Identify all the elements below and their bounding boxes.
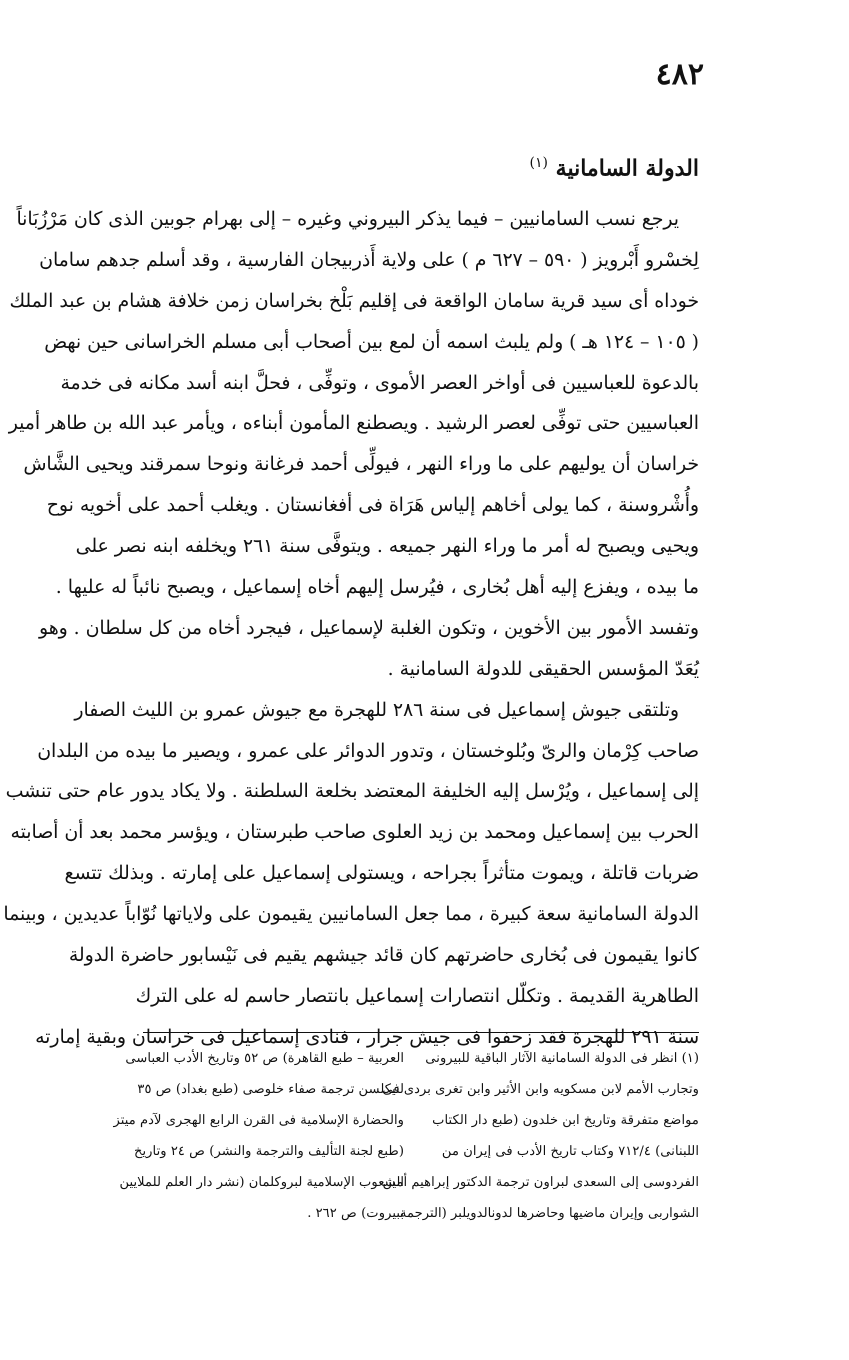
body-line: ( ١٠٥ – ١٢٤ هـ ) ولم يلبث اسمه أن لمع بين أصحاب أبى مسلم الخراسانى حين نهض (44, 331, 699, 353)
body-line: وأُشْروسنة ، كما يولى أخاهم إلياس هَرَاة فى أفغانستان . ويغلب أحمد على أخويه نوح (46, 495, 699, 517)
body-line: الدولة السامانية سعة كبيرة ، مما جعل السامانيين يقيمون على ولاياتها نُوّاباً عديدين ، وبينما (3, 904, 699, 926)
footnote-line: مواضع متفرقة وتاريخ ابن خلدون (طبع دار الكتاب (432, 1113, 699, 1128)
body-line: العباسيين حتى توفِّى لعصر الرشيد . ويصطنع المأمون أبناءه ، ويأمر عبد الله بن طاهر أمير (8, 413, 699, 435)
body-line: يرجع نسب السامانيين – فيما يذكر البيروني وغيره – إلى بهرام جوبين الذى كان مَرْزُبَاناً (16, 209, 679, 230)
body-line: وتلتقى جيوش إسماعيل فى سنة ٢٨٦ للهجرة مع جيوش عمرو بن الليث الصفار (74, 699, 679, 721)
footnote-line: اللبنانى) ٧١٢/٤ وكتاب تاريخ الأدب فى إيران من (441, 1144, 699, 1159)
footnote-line: لنيكلسن ترجمة صفاء خلوصى (طبع بغداد) ص ٣٥ (137, 1082, 404, 1097)
body-line: يُعَدّ المؤسس الحقيقى للدولة السامانية . (387, 658, 699, 680)
body-line: إلى إسماعيل ، ويُرْسل إليه الخليفة المعتضد بخلعة السلطنة . ولا يكاد يدور عام حتى تنشب (5, 781, 699, 803)
footnote-line: الشواربى وإيران ماضيها وحاضرها لدونالدويلبر (الترجمة (399, 1206, 699, 1221)
body-line: ما بيده ، ويفزع إليه أهل بُخارى ، فيُرسل إليهم أخاه إسماعيل ، ويصبح نائباً له عليها . (55, 577, 699, 599)
footnote-column-left (113, 1043, 404, 1229)
body-line: خراسان أن يوليهم على ما وراء النهر ، فيولِّى أحمد فرغانة ونوحا سمرقند ويحيى الشَّاش (23, 454, 699, 476)
body-line: الطاهرية القديمة . وتكلّل انتصارات إسماعيل بانتصار حاسم له على الترك (135, 985, 699, 1007)
body-line: بالدعوة للعباسيين فى أواخر العصر الأموى ، وتوفِّى ، فحلَّ ابنه أسد مكانه فى خدمة (60, 372, 699, 394)
footnote-line: العربية – طبع القاهرة) ص ٥٢ وتاريخ الأدب العباسى (125, 1051, 404, 1066)
body-line: لِخسْرو أَبْرويز ( ٥٩٠ – ٦٢٧ م ) على ولاية أَذربيجان الفارسية ، وقد أسلم جدهم سامان (39, 249, 699, 271)
page-number: ٤٨٢ (655, 57, 704, 92)
footnote-marker: (١) (529, 155, 548, 171)
body-line: ويحيى ويصبح له أمر ما وراء النهر جميعه . ويتوفَّى سنة ٢٦١ ويخلفه ابنه نصر على (75, 536, 699, 558)
footnote-line: (طبع لجنة التأليف والترجمة والنشر) ص ٢٤ وتاريخ (134, 1144, 404, 1159)
footnote-divider (143, 1032, 699, 1033)
body-line: صاحب كِرْمان والرىّ وبُلوخستان ، وتدور الدوائر على عمرو ، ويصير ما بيده من البلدان (37, 740, 699, 762)
footnote-line: والحضارة الإسلامية فى القرن الرابع الهجرى لآدم ميتز (113, 1113, 404, 1128)
body-line: الحرب بين إسماعيل ومحمد بن زيد العلوى صاحب طبرستان ، ويؤسر محمد بعد أن أصابته (10, 822, 699, 844)
section-title: الدولة السامانية (555, 155, 699, 182)
footnote-line: (١) انظر فى الدولة السامانية الآثار الباقية للبيرونى (425, 1051, 699, 1066)
footnote-line: الفردوسى إلى السعدى لبراون ترجمة الدكتور إبراهيم أمين (382, 1175, 699, 1190)
body-line: خوداه أى سيد قرية سامان الواقعة فى إقليم بَلْخ بخراسان زمن خلافة هشام بن عبد الملك (9, 290, 699, 312)
footnote-line: وتجارب الأمم لابن مسكويه وابن الأثير وابن تغرى بردى فى (382, 1082, 699, 1097)
body-line: كانوا يقيمون فى بُخارى حاضرتهم كان قائد جيشهم يقيم فى نَيْسابور حاضرة الدولة (68, 945, 699, 967)
section-heading (139, 155, 699, 182)
footnote-column-right (382, 1043, 699, 1229)
body-line: سنة ٢٩١ للهجرة فقد زحفوا فى جيش جرار ، فنادى إسماعيل فى خراسان وبقية إمارته (35, 1026, 699, 1048)
body-line: وتفسد الأمور بين الأخوين ، وتكون الغلبة لإسماعيل ، فيجرد أخاه من كل سلطان . وهو (39, 617, 699, 639)
footnote-line: الشعوب الإسلامية لبروكلمان (نشر دار العلم للملايين (119, 1175, 404, 1190)
body-line: ضربات قاتلة ، ويموت متأثراً بجراحه ، ويستولى إسماعيل على إمارته . وبذلك تتسع (64, 863, 699, 885)
footnote-line: ببيروت) ص ٢٦٢ . (307, 1206, 404, 1221)
